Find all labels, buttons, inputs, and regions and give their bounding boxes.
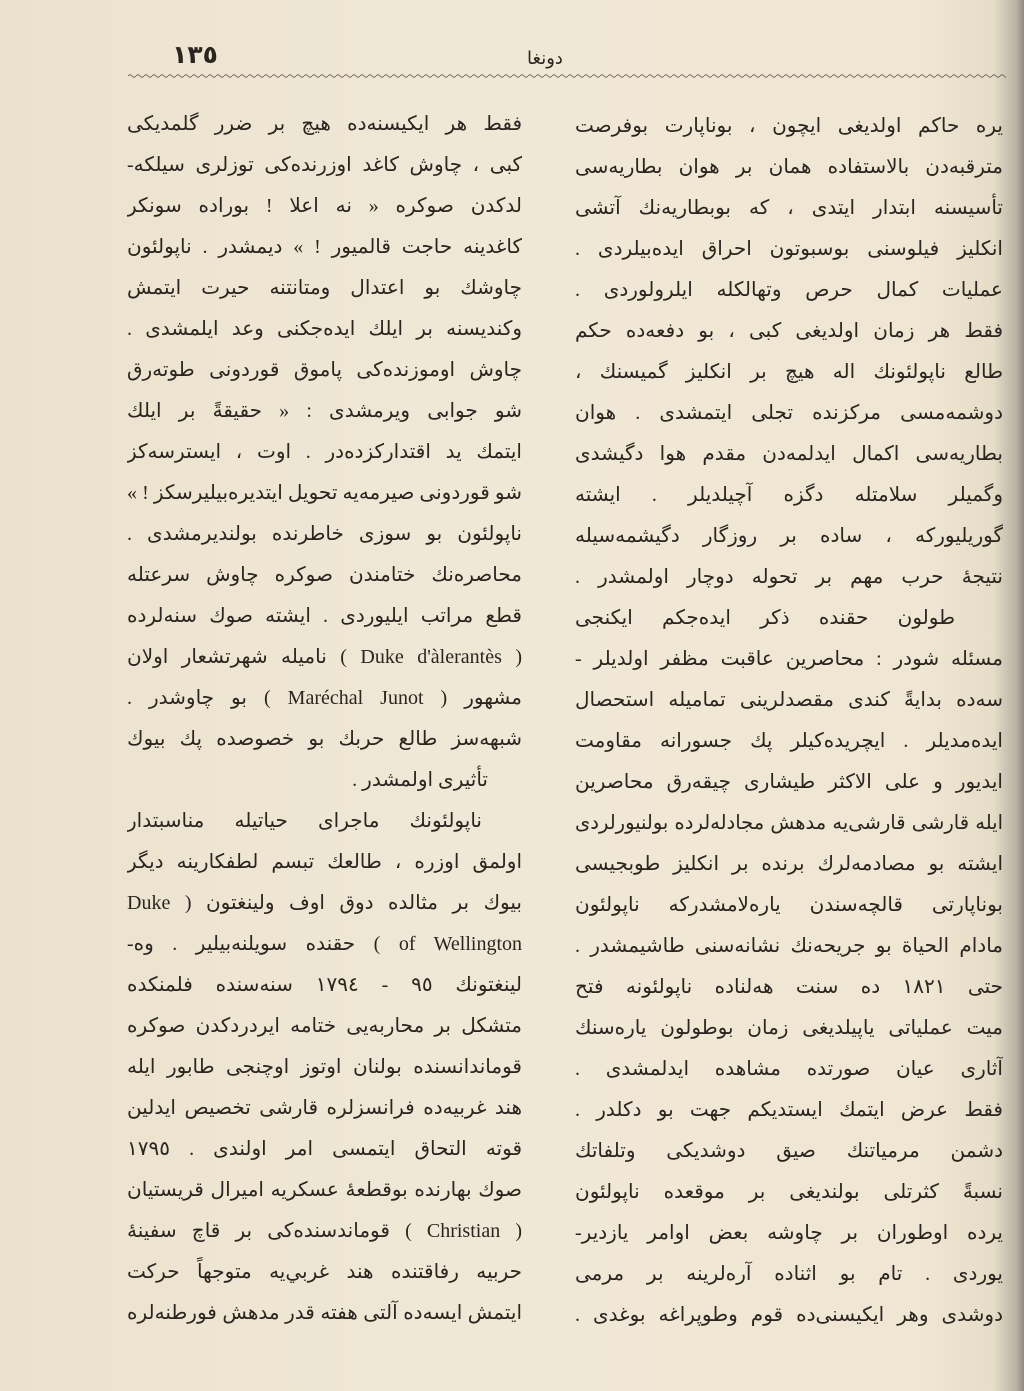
text-line: دوشدى وهر ايكيسنى‌ده قوم وطوپراغه بوغدى . <box>575 1304 1003 1326</box>
text-line: شو جوابى ويرمشدى : « حقيقةً بر ايلك <box>127 400 522 422</box>
text-line: ايده‌مديلر . ايچريده‌كيلر پك جسورانه مقاومت <box>575 730 1003 752</box>
text-line: لدكدن صوكره « نه اعلا ! بوراده سونكر <box>127 195 522 217</box>
text-line: ايديور و على الاكثر طيشارى چيقه‌رق محاصرين <box>575 771 1003 793</box>
text-line: بيوك بر مثالده دوق اوف ولينغتون ( Duke <box>127 892 522 914</box>
text-line: سه‌ده بدايةً كندى مقصدلرينى تماميله استحصال <box>575 689 1003 711</box>
text-line: of Wellington ) حقنده سويلنه‌بيلير . وه- <box>127 933 522 955</box>
text-line: ( Duke d'àlerantès ) ناميله شهرتشعار اولان <box>127 646 522 668</box>
text-line: دشمن مرمياتنك صيق دوشديكى وتلفاتك <box>575 1140 1003 1162</box>
text-line: وگميلر سلامتله دگزه آچيلديلر . ايشته <box>575 484 1003 506</box>
text-line: مشهور ( Maréchal Junot ) بو چاوشدر . <box>127 687 522 709</box>
text-line: عمليات كمال حرص وتهالكله ايلرولوردى . <box>575 279 1003 301</box>
text-line: ايتمش ايسه‌ده آلتى هفته قدر مدهش فورطنه‌لره <box>127 1302 522 1324</box>
text-line: نسبةً كثرتلى بولنديغى بر موقعده ناپولئون <box>575 1181 1003 1203</box>
text-line: قطع مراتب ايليوردى . ايشته صوك سنه‌لرده <box>127 605 522 627</box>
text-line: ناپولئونك ماجراى حياتيله مناسبتدار <box>127 810 482 832</box>
text-line: صوك بهارنده بوقطعهٔ عسكريه اميرال قريستيان <box>127 1179 522 1201</box>
text-line: طالع ناپولئونك اله هيچ بر انكليز گميسنك ، <box>575 361 1003 383</box>
text-line: اولمق اوزره ، طالعك تبسم لطفكارينه ديگر <box>127 851 522 873</box>
text-line: مادام الحياة بو جريحه‌نك نشانه‌سنى طاشيمشدر . <box>575 935 1003 957</box>
text-line: هند غربيه‌ده فرانسزلره قارشى تخصيص ايدلين <box>127 1097 522 1119</box>
text-line: قوماندانسنده بولنان اوتوز اوچنجى طابور ايله <box>127 1056 522 1078</box>
page-number: ١٣٥ <box>172 40 218 69</box>
text-line: دوشمه‌مسى مركزنده تجلى ايتمشدى . هوان <box>575 402 1003 424</box>
text-line: متشكل بر محاربه‌يى ختامه ايردردكدن صوكره <box>127 1015 522 1037</box>
left-column <box>127 104 522 1334</box>
text-line: يرده اوطوران بر چاوشه بعض اوامر يازدير- <box>575 1222 1003 1244</box>
text-line: كاغدينه حاجت قالميور ! » ديمشدر . ناپولئون <box>127 236 522 258</box>
text-line: مترقبه‌دن بالاستفاده همان بر هوان بطاريه‌سى <box>575 156 1003 178</box>
text-line: چاوش اوموزنده‌كى پاموق قوردونى طوته‌رق <box>127 359 522 381</box>
running-title: دونغا <box>527 48 563 69</box>
text-line: كبى ، چاوش كاغد اوزرنده‌كى توزلرى سيلكه- <box>127 154 522 176</box>
text-line: حتى ١٨٢١ ده سنت هه‌لناده ناپولئونه فتح <box>575 976 1003 998</box>
text-line: شبهه‌سز طالع حربك بو خصوصده پك بيوك <box>127 728 522 750</box>
text-line: قوته التحاق ايتمسى امر اولندى . ١٧٩٥ <box>127 1138 522 1160</box>
text-line: نتيجهٔ حرب مهم بر تحوله دوچار اولمشدر . <box>575 566 1003 588</box>
header-rule <box>128 72 1006 80</box>
text-line: يوردى . تام بو اثناده آره‌لرينه بر مرمى <box>575 1263 1003 1285</box>
text-line: ناپولئون بو سوزى خاطرنده بولنديرمشدى . <box>127 523 522 545</box>
text-line: تأثيرى اولمشدر . <box>352 769 488 791</box>
text-line: بوناپارتى قالچه‌سندن ياره‌لامشدركه ناپولئون <box>575 894 1003 916</box>
text-line: طولون حقنده ذكر ايده‌جكم ايكنجى <box>575 607 955 629</box>
text-line: فقط هر ايكيسنه‌ده هيچ بر ضرر گلمديكى <box>127 113 522 135</box>
text-line: فقط عرض ايتمك ايستديكم جهت بو دكلدر . <box>575 1099 1003 1121</box>
text-line: ايتمك يد اقتداركزده‌در . اوت ، ايسترسه‌كز <box>127 441 522 463</box>
text-line: حربيه رفاقتنده هند غربي‌يه متوجهاً حركت <box>127 1261 522 1283</box>
text-line: ايله قارشى قارشى‌يه مدهش مجادله‌لرده بولنيورلردى <box>575 813 1003 834</box>
text-line: فقط هر زمان اولديغى كبى ، بو دفعه‌ده حكم <box>575 320 1003 342</box>
text-line: انكليز فيلوسنى بوسبوتون احراق ايده‌بيلردى . <box>575 238 1003 260</box>
text-line: ( Christian ) قوماندسنده‌كى بر قاچ سفينهٔ <box>127 1220 522 1242</box>
text-line: ايشته بو مصادمه‌لرك برنده بر انكليز طوبجيسى <box>575 853 1003 875</box>
text-line: چاوشك بو اعتدال ومتانتنه حيرت ايتمش <box>127 277 522 299</box>
text-line: بطاريه‌سى اكمال ايدلمه‌دن مقدم هوا دگيشدى <box>575 443 1003 465</box>
text-line: محاصره‌نك ختامندن صوكره چاوش سرعتله <box>127 564 522 586</box>
text-line: وكنديسنه بر ايلك ايده‌جكنى وعد ايلمشدى . <box>127 318 522 340</box>
text-line: تأسيسنه ابتدار ايتدى ، كه بوبطاريه‌نك آتشى <box>575 197 1003 219</box>
text-line: لينغتونك ٩٥ - ١٧٩٤ سنه‌سنده فلمنكده <box>127 974 522 996</box>
text-line: يره حاكم اولديغى ايچون ، بوناپارت بوفرصت <box>575 115 1003 137</box>
right-column <box>575 106 1003 1336</box>
text-line: ميت عملياتى ياپيلديغى زمان بوطولون ياره‌سنك <box>575 1017 1003 1039</box>
text-line: آثارى عيان صورتده مشاهده ايدلمشدى . <box>575 1058 1003 1080</box>
text-line: شو قوردونى صيرمه‌يه تحويل ايتديره‌بيليرسكز ! » <box>127 482 522 504</box>
text-line: مسئله شودر : محاصرين عاقبت مظفر اولديلر - <box>575 648 1003 670</box>
text-line: گوريليوركه ، ساده بر روزگار دگيشمه‌سيله <box>575 525 1003 547</box>
